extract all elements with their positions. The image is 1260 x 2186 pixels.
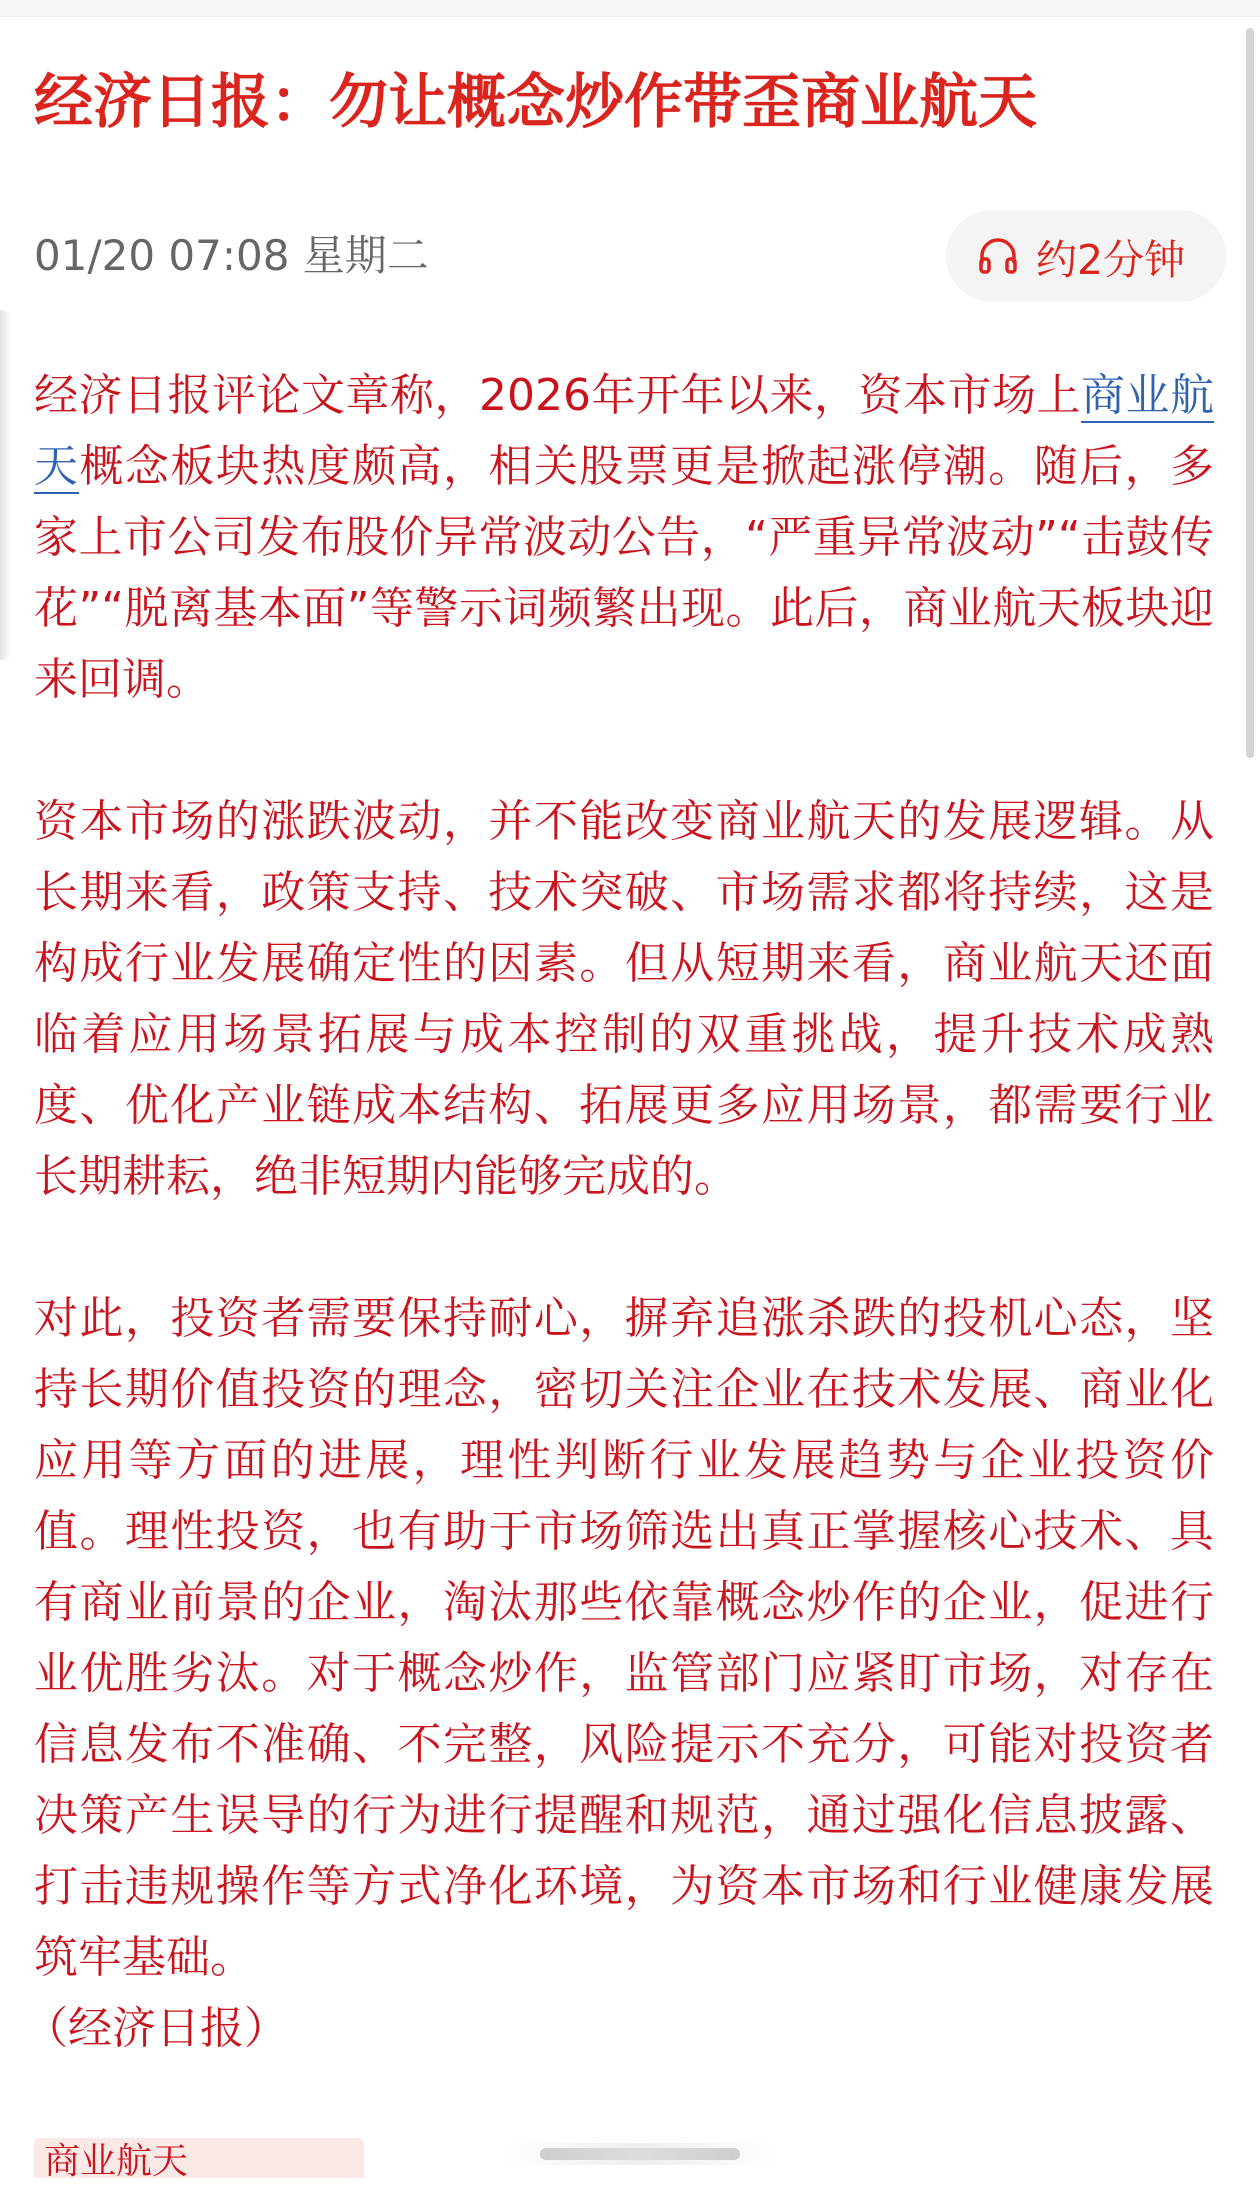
article-title: 经济日报：勿让概念炒作带歪商业航天 [34, 67, 1038, 136]
paragraph-3 [24, 1283, 1214, 2064]
publish-date: 01/20 07:08 星期二 [34, 231, 429, 280]
article-body [24, 360, 1215, 2064]
headphones-icon [976, 234, 1020, 278]
source-attribution: （经济日报） [24, 2003, 288, 2054]
scrollbar[interactable] [1246, 28, 1254, 758]
paragraph-1-rest: 概念板块热度颇高，相关股票更是掀起涨停潮。随后，多家上市公司发布股价异常波动公告，“严重异常波动”“击鼓传花”“脱离基本面”等警示词频繁出现。此后，商业航天板块迎来回调。 [34, 441, 1215, 705]
listen-duration: 约2分钟 [1036, 235, 1186, 284]
paragraph-1-intro: 经济日报评论文章称，2026年开年以来，资本市场上 [34, 370, 1081, 421]
topic-tag[interactable]: 商业航天 [34, 2138, 364, 2178]
top-divider [0, 0, 1260, 17]
listen-button[interactable] [946, 210, 1226, 302]
paragraph-3-text: 对此，投资者需要保持耐心，摒弃追涨杀跌的投机心态，坚持长期价值投资的理念，密切关注企业在技术发展、商业化应用等方面的进展，理性判断行业发展趋势与企业投资价值。理性投资，也有助于市场筛选出真正掌握核心技术、具有商业前景的企业，淘汰那些依靠概念炒作的企业，促进行业优胜劣汰。对于概念炒作，监管部门应紧盯市场，对存在信息发布不准确、不完整，风险提示不充分，可能对投资者决策产生误导的行为进行提醒和规范，通过强化信息披露、打击违规操作等方式净化环境，为资本市场和行业健康发展筑牢基础。 [34, 1293, 1214, 1983]
home-indicator [540, 2148, 740, 2160]
topic-link-commercial-aerospace[interactable]: 商业航天 [34, 370, 1215, 492]
paragraph-2: 资本市场的涨跌波动，并不能改变商业航天的发展逻辑。从长期来看，政策支持、技术突破、市场需求都将持续，这是构成行业发展确定性的因素。但从短期来看，商业航天还面临着应用场景拓展与成本控制的双重挑战，提升技术成熟度、优化产业链成本结构、拓展更多应用场景，都需要行业长期耕耘，绝非短期内能够完成的。 [34, 796, 1214, 1202]
paragraph-1 [34, 360, 1214, 715]
side-panel-edge[interactable] [0, 310, 12, 660]
